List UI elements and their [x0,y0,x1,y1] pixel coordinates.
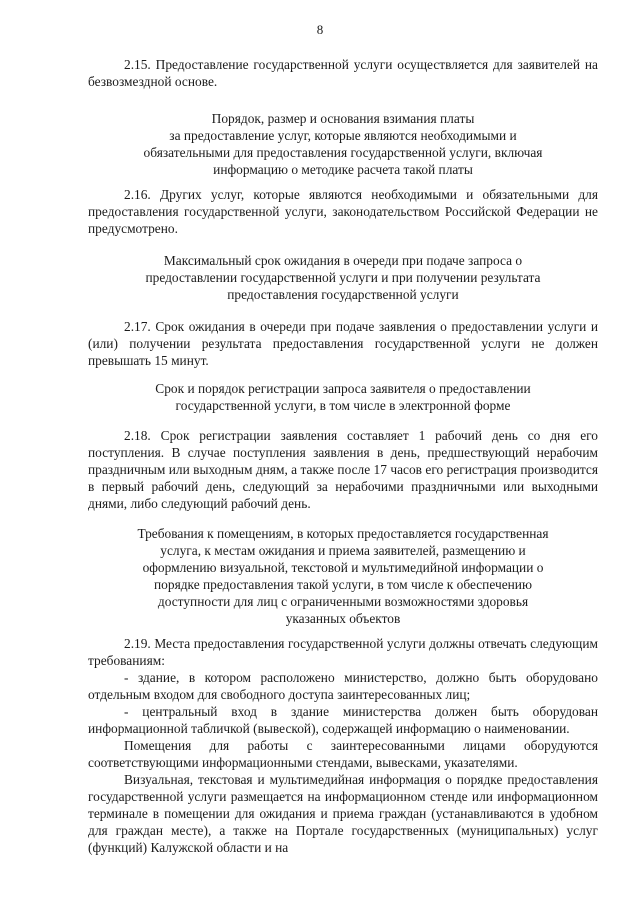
heading-line: информацию о методике расчета такой платы [213,162,473,177]
section-2-17 [88,318,598,369]
paragraph-2-18: 2.18. Срок регистрации заявления составляет 1 рабочий день со дня его поступления. В случае поступления заявления в день, предшествующий нерабочим праздничным или выходным дням, а также после 17 часов его регистрация производится в первый рабочий день, следующий за нерабочими праздничными или выходными днями, либо следующий рабочий день. [88,428,598,511]
section-2-18 [88,427,598,512]
paragraph-2-17: 2.17. Срок ожидания в очереди при подаче заявления о предоставлении услуги и (или) получении результата предоставления государственной услуги не должен превышать 15 минут. [88,319,598,368]
heading-line: Требования к помещениям, в которых предоставляется государственная [137,526,549,541]
heading-line: указанных объектов [285,611,401,626]
list-item: - здание, в котором расположено министерство, должно быть оборудовано отдельным входом для свободного доступа заинтересованных лиц; [88,670,598,702]
heading-premises-requirements [88,525,598,627]
page-number: 8 [316,22,324,37]
paragraph-2-19: 2.19. Места предоставления государственной услуги должны отвечать следующим требованиям: [88,636,598,668]
section-2-15 [88,56,598,90]
section-2-19 [88,635,598,856]
heading-line: Порядок, размер и основания взимания платы [211,111,475,126]
heading-queue-time [88,252,598,303]
heading-line: обязательными для предоставления государственной услуги, включая [143,145,543,160]
heading-line: государственной услуги, в том числе в электронной форме [175,398,511,413]
heading-line: Срок и порядок регистрации запроса заявителя о предоставлении [155,381,531,396]
heading-line: Максимальный срок ожидания в очереди при подаче запроса о [163,253,523,268]
heading-fee-procedure [88,110,598,178]
paragraph: Помещения для работы с заинтересованными лицами оборудуются соответствующими информационными стендами, вывесками, указателями. [88,738,598,770]
heading-registration [88,380,598,414]
heading-line: за предоставление услуг, которые являются необходимыми и [169,128,517,143]
heading-line: услуга, к местам ожидания и приема заявителей, размещению и [160,543,526,558]
heading-line: предоставления государственной услуги [227,287,459,302]
paragraph-2-16: 2.16. Других услуг, которые являются необходимыми и обязательными для предоставления государственной услуги, законодательством Российской Федерации не предусмотрено. [88,187,598,236]
paragraph: Визуальная, текстовая и мультимедийная информация о порядке предоставления государственной услуги размещается на информационном стенде или информационном терминале в помещении для ожидания и приема граждан (устанавливаются в удобном для граждан месте), а также на Портале государственных (муниципальных) услуг (функций) Калужской области и на [88,772,598,855]
heading-line: оформлению визуальной, текстовой и мультимедийной информации о [142,560,544,575]
section-2-16 [88,186,598,237]
list-item: - центральный вход в здание министерства должен быть оборудован информационной табличкой (вывеской), содержащей информацию о наименовании. [88,704,598,736]
heading-line: предоставлении государственной услуги и при получении результата [145,270,541,285]
heading-line: порядке предоставления такой услуги, в том числе к обеспечению [154,577,532,592]
paragraph-2-15: 2.15. Предоставление государственной услуги осуществляется для заявителей на безвозмездной основе. [88,57,598,89]
heading-line: доступности для лиц с ограниченными возможностями здоровья [157,594,529,609]
